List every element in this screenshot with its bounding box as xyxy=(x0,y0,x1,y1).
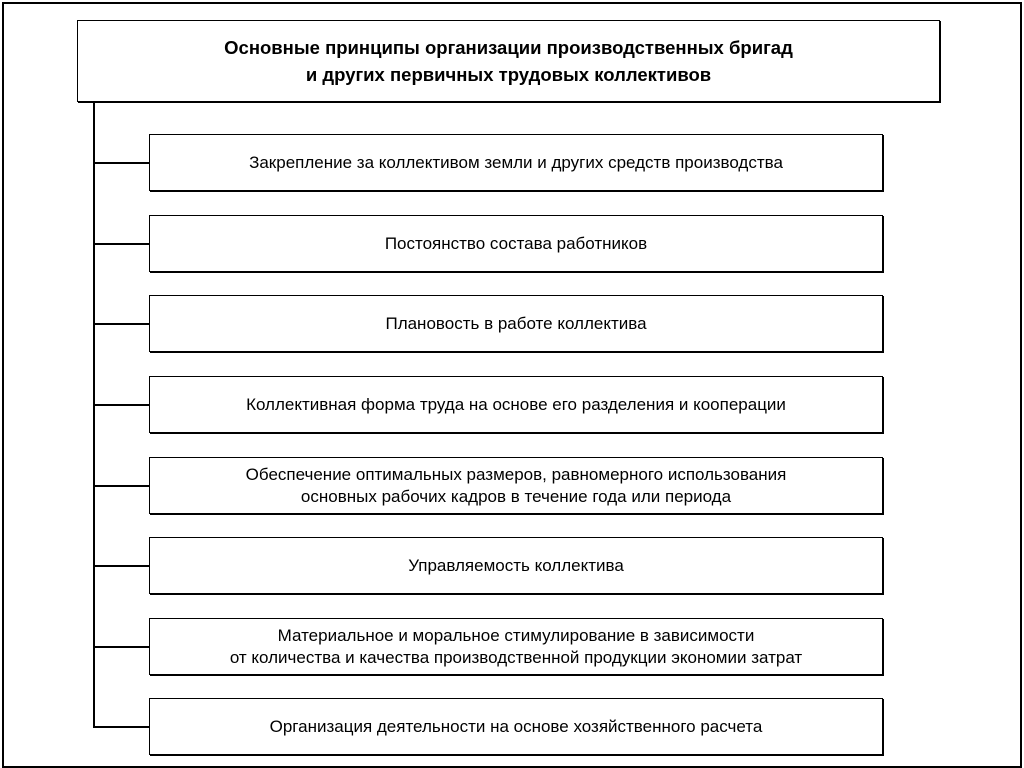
branch-connector xyxy=(93,485,149,487)
principle-box-7 xyxy=(149,618,883,675)
principle-text: Управляемость коллектива xyxy=(408,555,624,575)
branch-connector xyxy=(93,565,149,567)
principle-text: от количества и качества производственной продукции экономии затрат xyxy=(229,647,803,667)
principle-text: Материальное и моральное стимулирование в зависимости xyxy=(277,625,755,645)
branch-connector xyxy=(93,726,149,728)
vertical-connector xyxy=(93,102,95,727)
diagram-title-box xyxy=(77,20,940,102)
principle-box-5 xyxy=(149,457,883,514)
principle-box-4 xyxy=(149,376,883,433)
principle-text: Плановость в работе коллектива xyxy=(385,313,647,333)
principle-text: Обеспечение оптимальных размеров, равномерного использования xyxy=(245,464,787,484)
principle-box-6 xyxy=(149,537,883,594)
principle-text: Постоянство состава работников xyxy=(384,233,648,253)
branch-connector xyxy=(93,646,149,648)
title-line-1: Основные принципы организации производственных бригад xyxy=(224,37,793,58)
principle-box-1 xyxy=(149,134,883,191)
title-line-2: и других первичных трудовых коллективов xyxy=(305,64,712,85)
principle-box-3 xyxy=(149,295,883,352)
principle-box-2 xyxy=(149,215,883,272)
principle-text: Организация деятельности на основе хозяйственного расчета xyxy=(269,716,763,736)
principle-box-8 xyxy=(149,698,883,755)
branch-connector xyxy=(93,323,149,325)
branch-connector xyxy=(93,243,149,245)
branch-connector xyxy=(93,162,149,164)
principle-text: Коллективная форма труда на основе его разделения и кооперации xyxy=(246,394,786,414)
branch-connector xyxy=(93,404,149,406)
principle-text: Закрепление за коллективом земли и других средств производства xyxy=(249,152,783,172)
principle-text: основных рабочих кадров в течение года или периода xyxy=(300,486,732,506)
